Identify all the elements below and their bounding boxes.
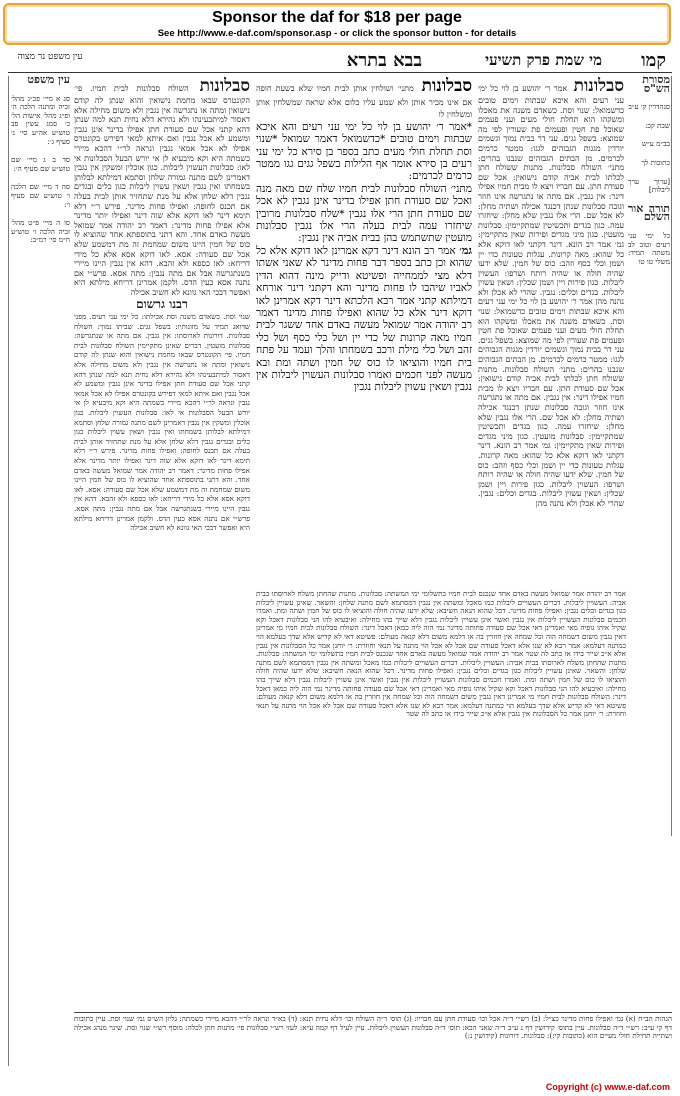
lower-commentary-text-continued: אמר רב יהודה אמר שמואל מעשה באדם אחד שנכנס לבית חמיו בתשלומי ימי המשתה: סבלונות. מתנות שהחתן משלח לארוסתו בבית אביה: העשויין ליבלות. דברים העשויים ליבלות כמו מאכל ומשתה אין נגבין דמסתמא לשם מתנה שלחן: והשאר. שאינן עשויין ליבלות כגון בגדים וכלים נגבין: ואפילו פחות מדינר. דכל שהוא הנאה חשיבא: שלא ידעו שהיה חולה והוציאו לו כוס של חמין ושתה ומת. ואמרו חכמים סבלונות העשויין ליבלות אין נגבין ואשר אינן עשויין ליבלות נגבין דלא שייך בהו מחילה: ואיבעיא להו הני סבלונות דאכל וקא שקיל איהו גופיה מאי ואמרינן דאי אכל שם סעודה פחותה מדינר נמי הוה ליה כמאן דאכל דינר: השולח סבלונות לבית חמיו מי אמרינן דאין נגבין משום דשמחה הוה וכל שמחה אין חוזרין בה או דלמא משום דלא קנאה מעולם: פשיטא דאי לא קדיש אלא שדך בעלמא הוי כמתנה דעלמא: אמר רבא לא שנו אלא דאכל סעודה שם אבל לא אכל הוי מתנה על תנאי וחוזרת: ר׳ יוחנן אמר כל הסבלונות אין נגבין אלא א״כ שייר בידו או כתב לה שטר bbox=[256, 649, 626, 719]
torah-or-text: כל ימי עני רעים וטוב לב משתה תמיד: משלי טו טו bbox=[628, 230, 670, 266]
ein-mishpat-item: סו ה מיי׳ פ״ט מהל׳ זכיה הלכה ז׳ טוש״ע ח״מ סי׳ רמ״ב: bbox=[11, 218, 70, 245]
ein-mishpat-item: סה ד מיי׳ שם הלכה ו׳ טוש״ע שם סעיף ו׳: bbox=[11, 182, 70, 209]
rabbenu-gershom-text: שנוי וסת. כשאדם משנה וסת אכילתו: כל ימי עני רעים. מפני שדואג תמיד על מזונותיו: בשפל גגים. שביתו נמוך: השולח סבלונות. דורונות לארוסתו: אין נגבין. אם מתה או שנתגרשה: סבלונות מועטין. דברים שאינן מתקיימין bbox=[74, 312, 250, 350]
masoret-item: שבת קכ: bbox=[644, 120, 670, 130]
ein-mishpat-item: סג א מיי׳ פכ״ג מהל׳ זכיה ומתנה הלכה ה׳ ופ״ג מהל׳ אישות הל׳ כ׳ סמג עשין פב טוש״ע אה״ע סי׳ נ׳ סעיף ג׳: bbox=[11, 93, 70, 146]
gemara-opening-word: סבלונות bbox=[421, 76, 472, 96]
masoret-item: בב״מ ע״ש bbox=[641, 139, 670, 149]
talmud-page bbox=[8, 50, 672, 1080]
tosfot-column bbox=[74, 76, 250, 1006]
footer-notes-text: הגהות הב״ח (א) גמ׳ ואפילו פחות מדינר כצ״ל: (ב) רש״י ד״ה אכל וכו׳ סעודת חתן עם חבריו: (ג) תוס׳ ד״ה השולח וכו׳ דלא נחית תנא: (ד) בא״ד ונראה לר״י דהכא מיירי כשמתה: גליון הש״ס גמ׳ שנוי וסת. עיין כתובות דף קי ע״ב: רש״י ד״ה סבלונות. עיין בתוס׳ קידושין דף נ ע״ב ד״ה שאני הכא: תוס׳ ד״ה סבלונות העשוין ליבלות. עיין לעיל דף קמה ע״א: לעזי רש״י סבלונות פי׳ מתנות חתן לכלה: מוסף רש״י שנוי וסת. שינוי מנהג אכילה ושתייה תחילת חולי מעיים הוא (כתובות קי:): סבלונות. דורונות (קידושין נ:) bbox=[74, 1014, 672, 1041]
gemara-intro: מתני׳ ושולחין אותן לבית חמיו שלא בשעת חופה אם אינו מכיר אותן ולא שמע עליו כלום אלא שראה שמשלחין אותן ומשלחין לו bbox=[256, 84, 472, 120]
sponsor-banner-subtitle[interactable]: See http://www.e-daf.com/sponsor.asp - or click the sponsor button - for details bbox=[157, 28, 517, 39]
copyright-notice[interactable]: Copyright (c) www.e-daf.com bbox=[545, 1082, 670, 1092]
header-page-letters: קמו bbox=[641, 50, 666, 71]
tosfot-opening-word: סבלונות bbox=[199, 76, 250, 96]
ein-mishpat-column bbox=[8, 76, 70, 1066]
masoret-item: [ערוך ערך ליבלות] bbox=[628, 176, 670, 195]
header-chapter: מי שמת פרק תשיעי bbox=[485, 51, 602, 69]
header-tractate: בבא בתרא bbox=[346, 50, 422, 71]
masoret-item: סנהדרין ק׳ ע״ב bbox=[628, 102, 670, 112]
tosfot-text: השולח סבלונות לבית חמיו. פי׳ הקונטרס שבאו מחמת נישואין והוא שנתן לה קודם נישואין ומתה או נתגרשה אין נגבין ולא משום מחילה אלא דאסור למיתבעינהו ולא נהירא דלא נחית תנא למה שנתן דהא קתני אכל שם סעודת חתן אפילו בדינר אינן נגבין ומשמע לא אכל נגבין ואם איתא למאי דפירש בקונטרס אפילו לא אכל אמאי נגבין ונראה לר״י דהכא מיירי כשמתה היא וקא מיבעיא לן אי יורש הבעל הסבלונות אי לאו: סבלונות העשוין ליבלות. כגון אוכלין ומשקין אין נגבין דאמרינן לשם מתנה גמורה שלחן וסתמא דמילתא לבלותן בשמחתו ואין נגבין ושאין עשוין ליבלות כגון כלים ובגדים נגבין דלא שלחן אלא על מנת שתחזיר אותן לבית בעלה אם תכנס לחופה: ואפילו פחות מדינר. פירש ר״י דלא תימא דינר לאו דוקא אלא שוה דינר ואפילו יותר מדינר אלא אפילו פחות מדינר: דאמר רב יהודה אמר שמואל מעשה באדם אחד. והא דתני בתוספתא אחד שהוציא לו כוס של חמין היינו משום שמחמת זה מת דמשמע שלא אכל שם סעודה: אסא. לאו דוקא אסא אלא כל מידי דריחא: לאו כספא ולא זהבא. דהא אין נגבין היינו מיירי בשנתגרשה אבל אם מתה נגבין: מתה אסא. פרש״י אם נתנה אסא כעין הדס. ולקמן אמרינן דריחא מילתא היא ואפשר דבכי האי גוונא לא חשיב אכילה bbox=[74, 84, 250, 297]
masoret-label: מסורת הש"ס bbox=[642, 76, 670, 95]
gemara-text: אמר רב הונא דינר דקא אמרינן לאו דוקא אלא כל שהוא וכן כתב בספר דבר פחות מדינר לא שאני אשתו דלא מצי לממחייה ופשיטא ודייק מינה דהוא הדין לאביו שיהבו לו פחות מדינר והא דקתני דינר אורחא דמילתא קתני אמר רבא הלכתא דינר דקא אמרינן לאו דוקא דינר אלא כל שהוא ואפילו פחות מדינר דאמר רב יהודה אמר שמואל מעשה באדם אחד ששגר לבית חמיו מאה קרונות של כדי יין ושל כלי כסף ושל כלי זהב ושל כלי מילת ורכב בשמחתו והלך ועמד על פתח בית חמיו והוציאו לו כוס של חמין ושתה ומת ובא מעשה לפני חכמים ואמרו סבלונות העשוין ליבלות אין נגבין ושאין עשוין ליבלות נגבין bbox=[256, 244, 472, 394]
masoret-item: כתובות לך bbox=[641, 157, 670, 167]
header-left-note: עין משפט נר מצוה bbox=[17, 52, 83, 62]
sponsor-banner[interactable] bbox=[3, 3, 671, 45]
footer-notes bbox=[74, 1012, 672, 1070]
ein-mishpat-item: סד ב ג מיי׳ שם טוש״ע שם סעיף ה׳: bbox=[11, 155, 70, 173]
rashi-text: אמר ר׳ יהושע בן לוי כל ימי עני רעים והא איכא שבתות וימים טובים כדשמואל: שנוי וסת. כשאדם משנה את מאכלו ומשקהו הוא תחלת חולי מעים ועני פעמים שאוכל פת חטין ופעמים פת שעורין לפי מה שמוצא: בשפל גגים. עני דר בבית נמוך וגשמים יורדין מגגות הגבוהים לגגו: ממטר כרמים לכרמים. מן הבתים הגבוהים שנבנו בהרים: מתני׳ השולח סבלונות. מתנות ששולח חתן לכלתו לבית אביה קודם נישואין: אכל שם סעודת חתן. עם חבריו ויצא לו מבית חמיו אפילו דינר: אין נגבין. אם מתה או נתגרשה אינו חוזר וגובה סבלונות שנתן דכנגד אכילה ושתיה מחלן: לא אכל שם. הרי אלו נגבין שלא מחלן: שיחזרו עמה. כגון בגדים ותכשיטין שמתקיימין: סבלונות מועטין. כגון מיני מגדים ופירות שאין מתקיימין: גמ׳ אמר רב הונא. דינר דקתני לאו דוקא אלא כל שהוא: מאה קרונות. עגלות טעונות כדי יין ושמן וכלי כסף וזהב: כוס של חמין. שלא ידעו שהיה חולה או שהיה רותח ושרפו: העשוין ליבלות. כגון פירות ויין ושמן שכלין: ושאין עשוין ליבלות. בגדים וכלים: נגבין. שהרי לא אכלן ולא נהנה מהן bbox=[478, 84, 624, 307]
mishna-text: מתני׳ השולח סבלונות לבית חמיו שלח שם מאה מנה ואכל שם סעודת חתן אפילו בדינר אינן נגבין לא אכל שם סעודת חתן הרי אלו נגבין *שלח סבלונות מרובין שיחזרו עמה לבית בעלה הרי אלו נגבין סבלונות מועטין שתשתמש בהן בבית אביה אין נגבין: bbox=[256, 182, 472, 245]
rashi-opening-word: סבלונות bbox=[573, 76, 624, 96]
ein-mishpat-label: עין משפט bbox=[27, 76, 70, 86]
rashi-text-continued: אמר ר׳ יהושע בן לוי כל ימי עני רעים והא איכא שבתות וימים טובים כדשמואל: שנוי וסת. כשאדם משנה את מאכלו ומשקהו הוא תחלת חולי מעים ועני פעמים שאוכל פת חטין ופעמים פת שעורין לפי מה שמוצא: בשפל גגים. עני דר בבית נמוך וגשמים יורדין מגגות הגבוהים לגגו: ממטר כרמים לכרמים. מן הבתים הגבוהים שנבנו בהרים: מתני׳ השולח סבלונות. מתנות ששולח חתן לכלתו לבית אביה קודם נישואין: אכל שם סעודת חתן. עם חבריו ויצא לו מבית חמיו אפילו דינר: אין נגבין. אם מתה או נתגרשה אינו חוזר וגובה סבלונות שנתן דכנגד אכילה ושתיה מחלן: לא אכל שם. הרי אלו נגבין שלא מחלן: שיחזרו עמה. כגון בגדים ותכשיטין שמתקיימין: סבלונות מועטין. כגון מיני מגדים ופירות שאין מתקיימין: גמ׳ אמר רב הונא. דינר דקתני לאו דוקא אלא כל שהוא: מאה קרונות. עגלות טעונות כדי יין ושמן וכלי כסף וזהב: כוס של חמין. שלא ידעו שהיה חולה או שהיה רותח ושרפו: העשוין ליבלות. כגון פירות ויין ושמן שכלין: ושאין עשוין ליבלות. בגדים וכלים: נגבין. שהרי לא אכלן ולא נהנה מהן bbox=[478, 297, 624, 508]
rabbenu-gershom-title: רבנו גרשום bbox=[136, 297, 188, 312]
torah-or-label: תורה אור השלם bbox=[628, 201, 670, 224]
tosfot-text-continued: השולח סבלונות לבית חמיו. פי׳ הקונטרס שבאו מחמת נישואין והוא שנתן לה קודם נישואין ומתה או נתגרשה אין נגבין ולא משום מחילה אלא דאסור למיתבעינהו ולא נהירא דלא נחית תנא למה שנתן דהא קתני אכל שם סעודת חתן אפילו בדינר אינן נגבין ומשמע לא אכל נגבין ואם איתא למאי דפירש בקונטרס אפילו לא אכל אמאי נגבין ונראה לר״י דהכא מיירי כשמתה היא וקא מיבעיא לן אי יורש הבעל הסבלונות אי לאו: סבלונות העשוין ליבלות. כגון אוכלין ומשקין אין נגבין דאמרינן לשם מתנה גמורה שלחן וסתמא דמילתא לבלותן בשמחתו ואין נגבין ושאין עשוין ליבלות כגון כלים ובגדים נגבין דלא שלחן אלא על מנת שתחזיר אותן לבית בעלה אם תכנס לחופה: ואפילו פחות מדינר. פירש ר״י דלא תימא דינר לאו דוקא אלא שוה דינר ואפילו יותר מדינר אלא אפילו פחות מדינר: דאמר רב יהודה אמר שמואל מעשה באדם אחד. והא דתני בתוספתא אחד שהוציא לו כוס של חמין היינו משום שמחמת זה מת דמשמע שלא אכל שם סעודה: אסא. לאו דוקא אסא אלא כל מידי דריחא: לאו כספא ולא זהבא. דהא אין נגבין היינו מיירי בשנתגרשה אבל אם מתה נגבין: מתה אסא. פרש״י אם נתנה אסא כעין הדס. ולקמן אמרינן דריחא מילתא היא ואפשר דבכי האי גוונא לא חשיב אכילה bbox=[74, 340, 250, 533]
masoret-hashas-column bbox=[628, 76, 672, 836]
gemara-column bbox=[256, 76, 472, 581]
lower-commentary-text: אמר רב יהודה אמר שמואל מעשה באדם אחד שנכנס לבית חמיו בתשלומי ימי המשתה: סבלונות. מתנות שהחתן משלח לארוסתו בבית אביה: העשויין ליבלות. דברים העשויים ליבלות כמו מאכל ומשתה אין נגבין דמסתמא לשם מתנה שלחן: והשאר. שאינן עשויין ליבלות כגון בגדים וכלים נגבין: ואפילו פחות מדינר. דכל שהוא הנאה חשיבא: שלא ידעו שהיה חולה והוציאו לו כוס של חמין ושתה ומת. ואמרו חכמים סבלונות העשויין ליבלות אין נגבין ואשר אינן עשויין ליבלות נגבין דלא שייך בהו מחילה: ואיבעיא להו הני סבלונות דאכל וקא שקיל איהו גופיה מאי ואמרינן דאי אכל שם סעודה פחותה מדינר נמי הוה ליה כמאן דאכל דינר: השולח סבלונות לבית חמיו מי אמרינן דאין נגבין משום דשמחה הוה וכל שמחה אין חוזרין בה או דלמא משום דלא קנאה מעולם: פשיטא דאי לא קדיש אלא שדך בעלמא הוי כמתנה דעלמא: אמר רבא לא שנו אלא דאכל סעודה שם אבל לא אכל הוי מתנה על תנאי וחוזרת: ר׳ יוחנן אמר כל הסבלונות אין נגבין אלא א״כ שייר בידו או כתב לה שטר bbox=[256, 590, 626, 659]
gemara-lead: *אמר ר׳ יהושע בן לוי כל ימי עני רעים והא איכא שבתות וימים טובים *כדשמואל דאמר שמואל *שנוי וסת תחלת חולי מעים כתב בספר בן סירא כל ימי עני רעים בן סירא אומר אף הלילות בשפל גגים גגו ממטר כרמים לכרמים: bbox=[256, 120, 472, 183]
page-header bbox=[8, 50, 672, 73]
lower-commentary bbox=[256, 590, 626, 1008]
gemara-label: גמ׳ bbox=[459, 243, 472, 257]
sponsor-banner-title[interactable]: Sponsor the daf for $18 per page bbox=[212, 9, 462, 26]
